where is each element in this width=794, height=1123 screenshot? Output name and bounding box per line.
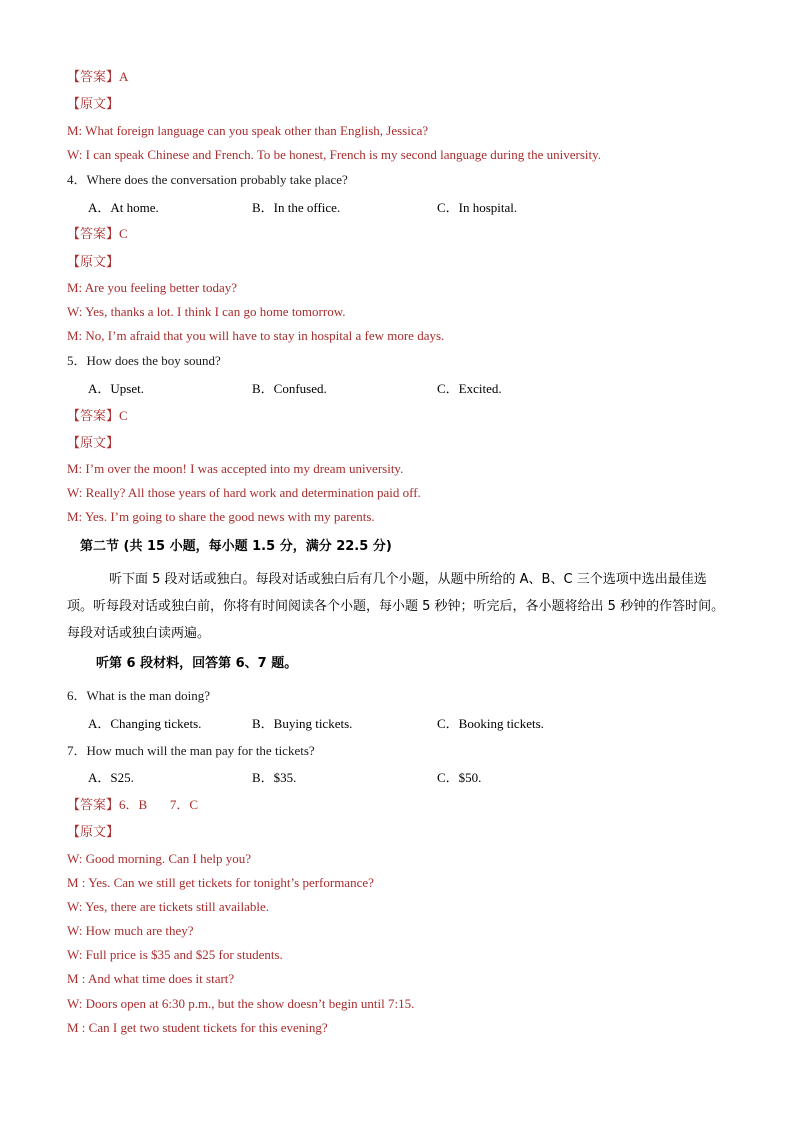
answer-value: C xyxy=(119,226,128,241)
transcript-line: M: Are you feeling better today? xyxy=(67,280,238,295)
original-text-label: 【原文】 xyxy=(67,255,120,270)
transcript-line: M : Yes. Can we still get tickets for tonight’s performance? xyxy=(67,875,374,890)
answer-label: 【答案】 xyxy=(67,798,120,813)
original-text-row xyxy=(67,95,119,114)
q7-option-a: A．S25. xyxy=(88,770,134,785)
original-text-row xyxy=(67,253,119,272)
q5-option-c: C．Excited. xyxy=(437,381,502,396)
answer-row xyxy=(67,225,128,244)
transcript-line: M : Can I get two student tickets for this evening? xyxy=(67,1020,328,1035)
original-text-row xyxy=(67,434,119,453)
q6-option-b: B．Buying tickets. xyxy=(252,716,353,731)
q5-option-b: B．Confused. xyxy=(252,381,327,396)
transcript-line: W: How much are they? xyxy=(67,923,194,938)
q7-option-b: B．$35. xyxy=(252,770,297,785)
answer-value: 6．B 7．C xyxy=(119,797,199,812)
original-text-row xyxy=(67,823,119,842)
material-heading: 听第 6 段材料，回答第 6、7 题。 xyxy=(96,656,298,671)
section-heading: 第二节 (共 15 小题，每小题 1.5 分，满分 22.5 分) xyxy=(80,539,392,554)
answer-label: 【答案】 xyxy=(67,70,120,85)
transcript-line: M: Yes. I’m going to share the good news with my parents. xyxy=(67,509,375,524)
answer-label: 【答案】 xyxy=(67,409,120,424)
answer-value: C xyxy=(119,408,128,423)
answer-value: A xyxy=(119,69,129,84)
original-text-label: 【原文】 xyxy=(67,436,120,451)
original-text-label: 【原文】 xyxy=(67,825,120,840)
transcript-line: M : And what time does it start? xyxy=(67,971,235,986)
answer-row xyxy=(67,796,198,815)
transcript-line: W: Really? All those years of hard work and determination paid off. xyxy=(67,485,421,500)
question-5: 5．How does the boy sound? xyxy=(67,353,221,368)
answer-label: 【答案】 xyxy=(67,227,120,242)
q4-option-a: A．At home. xyxy=(88,200,159,215)
q6-option-c: C．Booking tickets. xyxy=(437,716,544,731)
q6-option-a: A．Changing tickets. xyxy=(88,716,202,731)
transcript-line: M: No, I’m afraid that you will have to stay in hospital a few more days. xyxy=(67,328,445,343)
transcript-line: W: Full price is $35 and $25 for students. xyxy=(67,947,283,962)
question-7: 7．How much will the man pay for the tickets? xyxy=(67,743,315,758)
transcript-line: W: Good morning. Can I help you? xyxy=(67,851,252,866)
q4-option-b: B．In the office. xyxy=(252,200,341,215)
q7-option-c: C．$50. xyxy=(437,770,482,785)
section-instructions: 听下面 5 段对话或独白。每段对话或独白后有几个小题，从题中所给的 A、B、C 三个选项中选出最佳选项。听每段对话或独白前，你将有时间阅读各个小题，每小题 5 秒钟；听完后，各小题将给出 5 秒钟的作答时间。每段对话或独白读两遍。 xyxy=(67,572,725,641)
transcript-line: M: What foreign language can you speak other than English, Jessica? xyxy=(67,123,429,138)
answer-row xyxy=(67,68,128,87)
transcript-line: M: I’m over the moon! I was accepted into my dream university. xyxy=(67,461,404,476)
q5-option-a: A．Upset. xyxy=(88,381,144,396)
transcript-line: W: I can speak Chinese and French. To be honest, French is my second language during the university. xyxy=(67,147,602,162)
transcript-line: W: Yes, thanks a lot. I think I can go home tomorrow. xyxy=(67,304,346,319)
transcript-line: W: Doors open at 6:30 p.m., but the show doesn’t begin until 7:15. xyxy=(67,996,415,1011)
answer-row xyxy=(67,407,128,426)
question-6: 6．What is the man doing? xyxy=(67,688,210,703)
question-4: 4．Where does the conversation probably take place? xyxy=(67,172,348,187)
transcript-line: W: Yes, there are tickets still available. xyxy=(67,899,270,914)
original-text-label: 【原文】 xyxy=(67,97,120,112)
q4-option-c: C．In hospital. xyxy=(437,200,518,215)
